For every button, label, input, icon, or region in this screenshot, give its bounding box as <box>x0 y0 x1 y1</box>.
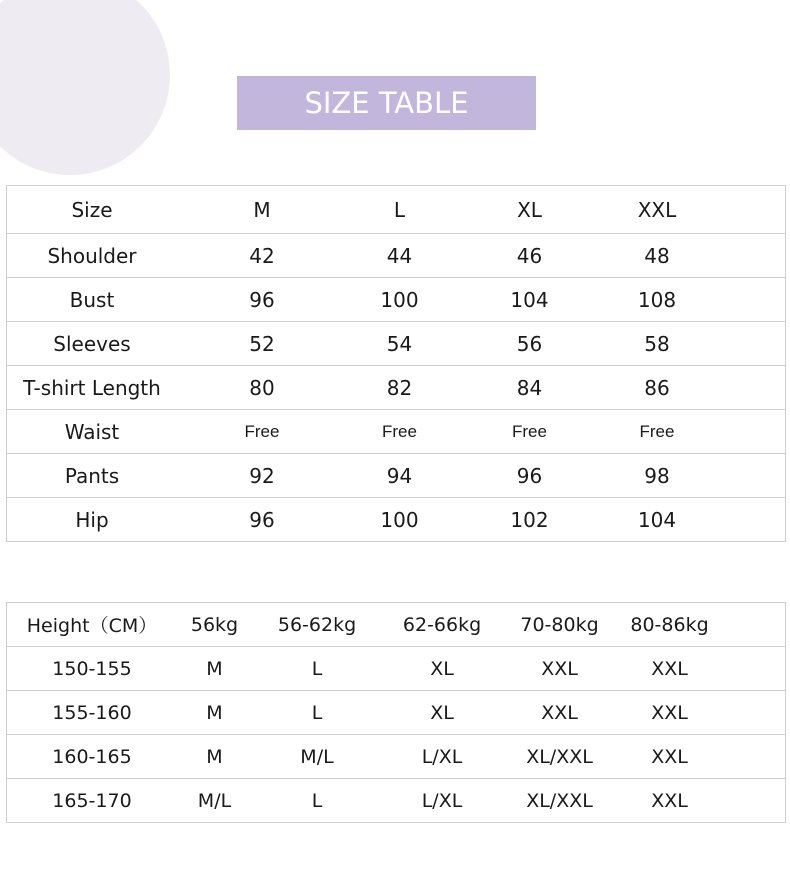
table-row <box>7 234 786 278</box>
header-cell: 56kg <box>177 603 252 647</box>
decorative-circle <box>0 0 170 175</box>
table-cell: Free <box>347 410 452 454</box>
table-cell: L <box>252 779 382 823</box>
table-cell: 84 <box>452 366 607 410</box>
table-cell: XXL <box>617 779 722 823</box>
header-cell: 56-62kg <box>252 603 382 647</box>
table-cell: 96 <box>452 454 607 498</box>
table-cell: 42 <box>177 234 347 278</box>
table-cell: L <box>252 647 382 691</box>
header-cell: L <box>347 186 452 234</box>
row-label: T-shirt Length <box>7 366 178 410</box>
table-row <box>7 410 786 454</box>
table-cell: M/L <box>252 735 382 779</box>
table-cell: 104 <box>452 278 607 322</box>
header-cell: M <box>177 186 347 234</box>
table-cell: L <box>252 691 382 735</box>
table-cell: XXL <box>617 735 722 779</box>
table-row <box>7 366 786 410</box>
table-row <box>7 647 786 691</box>
empty-cell <box>707 454 786 498</box>
table-cell: M/L <box>177 779 252 823</box>
table-header-row <box>7 186 786 234</box>
table-cell: L/XL <box>382 735 502 779</box>
table-cell: XXL <box>617 691 722 735</box>
empty-cell <box>707 322 786 366</box>
table-cell: XXL <box>502 691 617 735</box>
table-cell: XXL <box>617 647 722 691</box>
row-label: Sleeves <box>7 322 178 366</box>
table-cell: 86 <box>607 366 707 410</box>
table-cell: XL/XXL <box>502 779 617 823</box>
header-cell: XXL <box>607 186 707 234</box>
table-row <box>7 322 786 366</box>
header-cell: 62-66kg <box>382 603 502 647</box>
row-label: Pants <box>7 454 178 498</box>
table-cell: 46 <box>452 234 607 278</box>
table-row <box>7 498 786 542</box>
table-cell: 58 <box>607 322 707 366</box>
empty-cell <box>722 691 786 735</box>
empty-cell <box>722 735 786 779</box>
title-banner <box>237 76 536 130</box>
table-cell: Free <box>452 410 607 454</box>
table-cell: 92 <box>177 454 347 498</box>
table-row <box>7 735 786 779</box>
empty-cell <box>707 498 786 542</box>
row-label: 165-170 <box>7 779 178 823</box>
table-cell: XL <box>382 691 502 735</box>
table-header-row <box>7 603 786 647</box>
table-cell: 98 <box>607 454 707 498</box>
row-label: 150-155 <box>7 647 178 691</box>
empty-cell <box>722 603 786 647</box>
table-cell: M <box>177 691 252 735</box>
table-cell: XXL <box>502 647 617 691</box>
header-cell: XL <box>452 186 607 234</box>
table-cell: 108 <box>607 278 707 322</box>
table-cell: 100 <box>347 498 452 542</box>
table-cell: XL <box>382 647 502 691</box>
table-row <box>7 779 786 823</box>
row-label: Waist <box>7 410 178 454</box>
table-cell: L/XL <box>382 779 502 823</box>
header-cell: 80-86kg <box>617 603 722 647</box>
table-cell: 52 <box>177 322 347 366</box>
row-label: Shoulder <box>7 234 178 278</box>
empty-cell <box>707 366 786 410</box>
table-cell: 56 <box>452 322 607 366</box>
table-cell: 44 <box>347 234 452 278</box>
row-label: Hip <box>7 498 178 542</box>
table-cell: 96 <box>177 278 347 322</box>
table-cell: 82 <box>347 366 452 410</box>
empty-cell <box>722 779 786 823</box>
row-label: 160-165 <box>7 735 178 779</box>
table-cell: M <box>177 647 252 691</box>
table-row <box>7 454 786 498</box>
table-cell: XL/XXL <box>502 735 617 779</box>
table-row <box>7 691 786 735</box>
row-label: Bust <box>7 278 178 322</box>
page-title: SIZE TABLE <box>304 86 469 120</box>
table-cell: 102 <box>452 498 607 542</box>
table-cell: 48 <box>607 234 707 278</box>
header-cell: Size <box>7 186 178 234</box>
table-row <box>7 278 786 322</box>
empty-cell <box>722 647 786 691</box>
table-cell: M <box>177 735 252 779</box>
table-cell: 96 <box>177 498 347 542</box>
header-cell: Height（CM） <box>7 603 178 647</box>
table-cell: Free <box>607 410 707 454</box>
empty-cell <box>707 234 786 278</box>
table-cell: 94 <box>347 454 452 498</box>
table-cell: 80 <box>177 366 347 410</box>
height-weight-table <box>6 602 786 823</box>
row-label: 155-160 <box>7 691 178 735</box>
empty-cell <box>707 410 786 454</box>
size-table <box>6 185 786 542</box>
table-cell: 104 <box>607 498 707 542</box>
table-cell: 100 <box>347 278 452 322</box>
empty-cell <box>707 186 786 234</box>
table-cell: 54 <box>347 322 452 366</box>
table-cell: Free <box>177 410 347 454</box>
empty-cell <box>707 278 786 322</box>
header-cell: 70-80kg <box>502 603 617 647</box>
